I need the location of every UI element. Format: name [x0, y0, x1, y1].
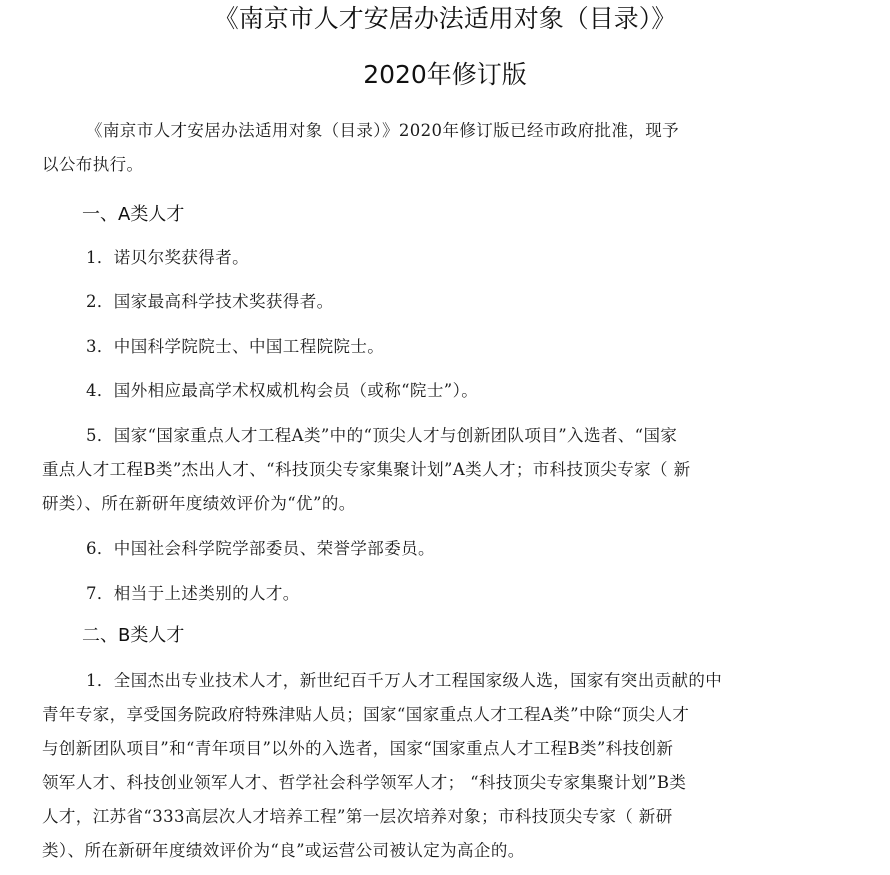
- list-item-text: 1．诺贝尔奖获得者。: [86, 248, 249, 267]
- list-item: [42, 664, 842, 868]
- list-item: [42, 330, 842, 364]
- document-subtitle: 2020年修订版: [363, 60, 527, 89]
- list-item-text: 人才，江苏省“333高层次人才培养工程”第一层次培养对象；市科技顶尖专家（ 新研: [42, 807, 673, 826]
- list-item-text: 类）、所在新研年度绩效评价为“良”或运营公司被认定为高企的。: [42, 841, 525, 860]
- list-item-text: 3．中国科学院院士、中国工程院院士。: [86, 337, 385, 356]
- section-heading-b: 二、B类人才: [82, 625, 185, 646]
- list-item-text: 领军人才、科技创业领军人才、哲学社会科学领军人才； “科技顶尖专家集聚计划”B类: [42, 773, 687, 792]
- list-item-text: 4．国外相应最高学术权威机构会员（或称“院士”）。: [86, 381, 479, 400]
- list-item: [42, 285, 842, 319]
- list-item-text: 1．全国杰出专业技术人才，新世纪百千万人才工程国家级人选，国家有突出贡献的中: [86, 671, 723, 690]
- list-item-text: 重点人才工程B类”杰出人才、“科技顶尖专家集聚计划”A类人才；市科技顶尖专家（ 新: [42, 460, 691, 479]
- list-item: [42, 577, 842, 611]
- section-heading-a: 一、A类人才: [82, 204, 185, 225]
- list-item: [42, 374, 842, 408]
- list-item-text: 青年专家，享受国务院政府特殊津贴人员；国家“国家重点人才工程A类”中除“顶尖人才: [42, 705, 690, 724]
- intro-paragraph: [42, 114, 842, 182]
- list-item-text: 2．国家最高科学技术奖获得者。: [86, 292, 334, 311]
- list-item-text: 5．国家“国家重点人才工程A类”中的“顶尖人才与创新团队项目”入选者、“国家: [86, 426, 678, 445]
- list-item-text: 7．相当于上述类别的人才。: [86, 584, 300, 603]
- intro-line: 《南京市人才安居办法适用对象（目录）》2020年修订版已经市政府批准，现予: [86, 121, 680, 140]
- list-item: [42, 241, 842, 275]
- list-item-text: 研类）、所在新研年度绩效评价为“优”的。: [42, 494, 356, 513]
- list-item-text: 与创新团队项目”和“青年项目”以外的入选者，国家“国家重点人才工程B类”科技创新: [42, 739, 674, 758]
- list-item: [42, 532, 842, 566]
- list-item: [42, 419, 842, 521]
- list-item-text: 6．中国社会科学院学部委员、荣誉学部委员。: [86, 539, 435, 558]
- document-title: 《南京市人才安居办法适用对象（目录）》: [213, 4, 677, 33]
- intro-line: 以公布执行。: [42, 155, 144, 174]
